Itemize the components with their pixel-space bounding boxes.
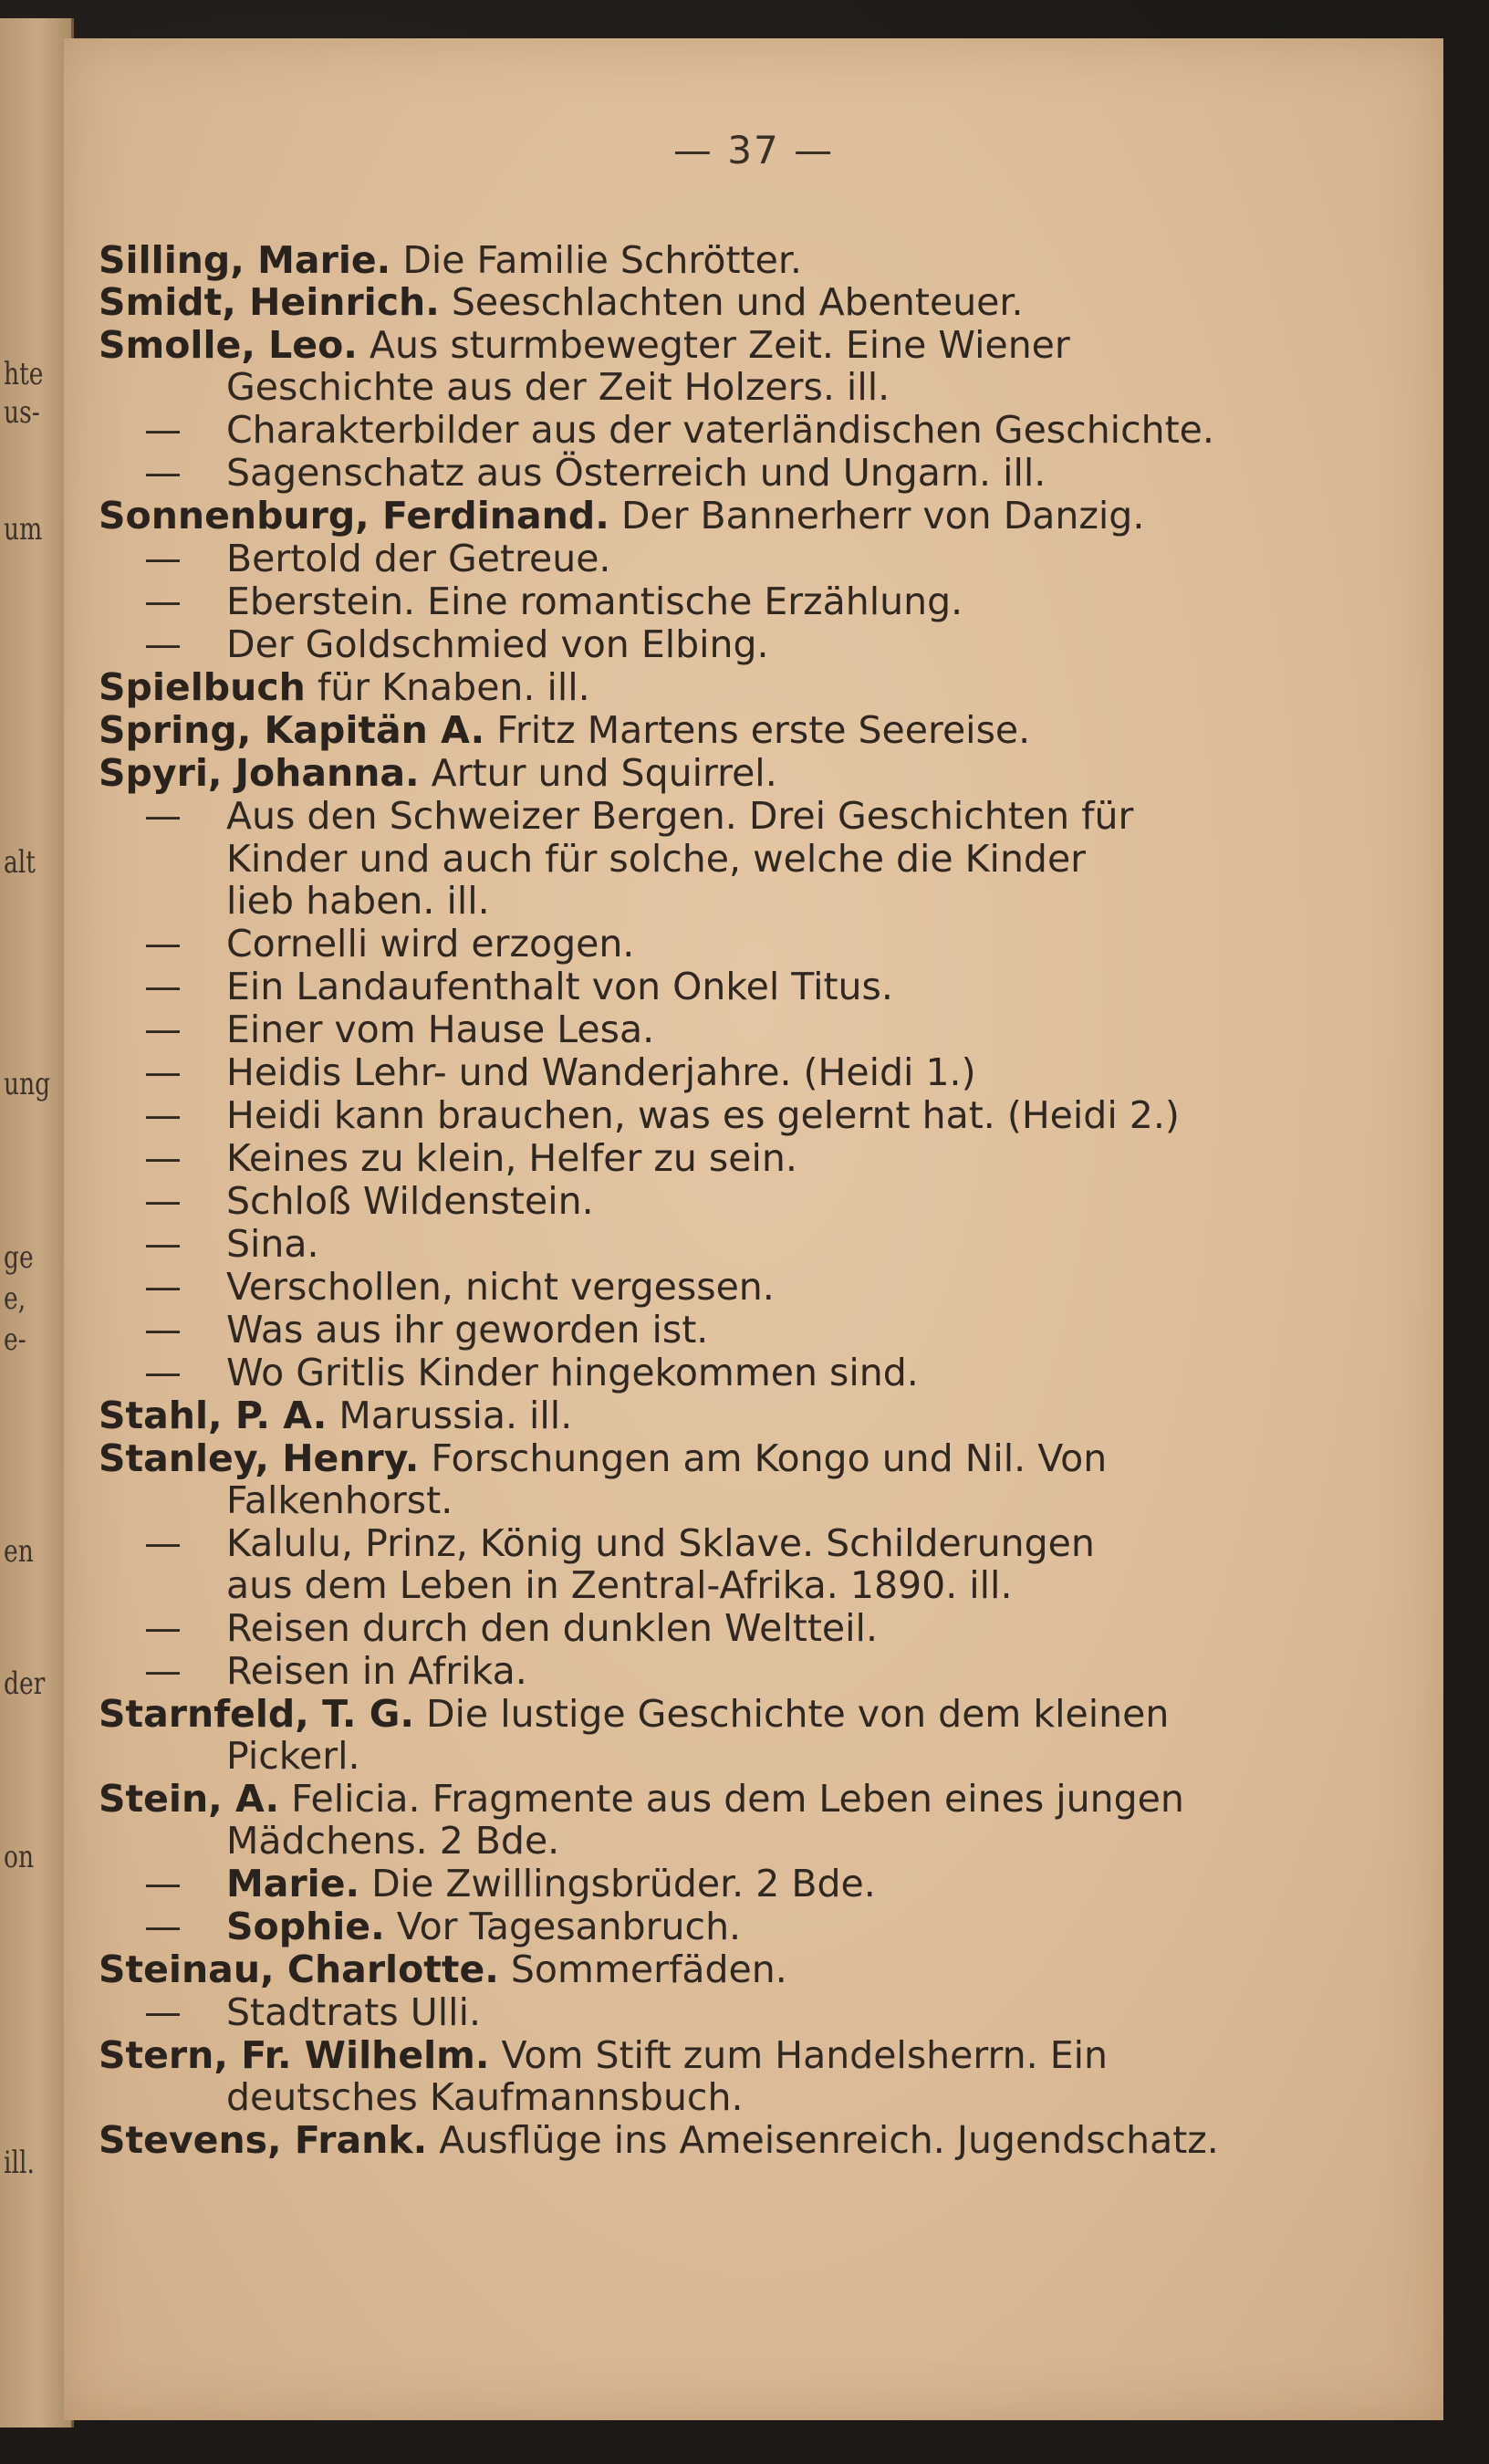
entry-title: Sina. xyxy=(226,1222,319,1266)
entry-title: Schloß Wildenstein. xyxy=(226,1179,594,1223)
ditto-dash: — xyxy=(144,451,182,495)
entry-title: Keines zu klein, Helfer zu sein. xyxy=(226,1136,797,1180)
entry-title: Verschollen, nicht vergessen. xyxy=(226,1265,775,1309)
entry-continuation: Geschichte aus der Zeit Holzers. ill. xyxy=(226,365,890,409)
entry-continuation: lieb haben. ill. xyxy=(226,879,490,923)
prev-page-fragment: on xyxy=(4,1839,35,1875)
entry-title: Artur und Squirrel. xyxy=(431,751,777,795)
catalog-entry xyxy=(144,580,963,622)
ditto-dash: — xyxy=(144,965,182,1008)
entry-author: Starnfeld, T. G. xyxy=(99,1692,414,1736)
prev-page-fragment: en xyxy=(4,1533,34,1570)
entry-title: Der Bannerherr von Danzig. xyxy=(620,494,1145,538)
catalog-entry xyxy=(99,1948,787,1990)
prev-page-fragment: ung xyxy=(4,1066,51,1102)
catalog-entry xyxy=(144,1352,919,1394)
entry-title: Der Goldschmied von Elbing. xyxy=(226,622,769,666)
catalog-entry xyxy=(144,795,1133,837)
entry-title: Vor Tagesanbruch. xyxy=(396,1905,742,1948)
prev-page-fragment: um xyxy=(4,511,43,548)
catalog-entry xyxy=(99,1394,572,1436)
catalog-entry xyxy=(99,1693,1169,1735)
entry-title: Eberstein. Eine romantische Erzählung. xyxy=(226,579,963,623)
entry-continuation: Mädchens. 2 Bde. xyxy=(226,1819,560,1863)
entry-title: für Knaben. ill. xyxy=(317,665,590,709)
entry-continuation: Kinder und auch für solche, welche die Kinder xyxy=(226,837,1087,881)
ditto-dash: — xyxy=(144,1093,182,1137)
entry-title: Die Zwillingsbrüder. 2 Bde. xyxy=(371,1862,876,1905)
prev-page-fragment: ge xyxy=(4,1239,34,1276)
catalog-entry xyxy=(144,1180,594,1222)
entry-title: Aus den Schweizer Bergen. Drei Geschichten für xyxy=(226,794,1134,838)
catalog-entry xyxy=(144,966,893,1008)
prev-page-fragment: e, xyxy=(4,1280,26,1317)
entry-title: Cornelli wird erzogen. xyxy=(226,922,635,966)
entry-title: Die Familie Schrötter. xyxy=(402,238,802,282)
entry-title: Bertold der Getreue. xyxy=(226,537,611,580)
entry-author: Steinau, Charlotte. xyxy=(99,1947,499,1991)
catalog-entry xyxy=(144,538,610,579)
ditto-dash: — xyxy=(144,579,182,623)
entry-title: Marussia. ill. xyxy=(338,1394,573,1437)
ditto-dash: — xyxy=(144,1265,182,1309)
ditto-dash: — xyxy=(144,537,182,580)
entry-title: Heidi kann brauchen, was es gelernt hat. (Heidi 2.) xyxy=(226,1093,1180,1137)
prev-page-fragment: hte xyxy=(4,356,44,392)
catalog-entry xyxy=(99,1778,1184,1820)
prev-page-fragment: us- xyxy=(4,394,40,431)
prev-page-fragment: e- xyxy=(4,1321,26,1358)
entry-author: Spyri, Johanna. xyxy=(99,751,420,795)
entry-title: Charakterbilder aus der vaterländischen Geschichte. xyxy=(226,408,1214,452)
entry-title: Kalulu, Prinz, König und Sklave. Schilderungen xyxy=(226,1521,1095,1565)
entry-author: Stahl, P. A. xyxy=(99,1394,328,1437)
entry-author: Sonnenburg, Ferdinand. xyxy=(99,494,609,538)
ditto-dash: — xyxy=(144,1308,182,1352)
entry-author: Stanley, Henry. xyxy=(99,1436,420,1480)
catalog-entry xyxy=(144,1607,878,1649)
entry-continuation: deutsches Kaufmannsbuch. xyxy=(226,2075,744,2119)
catalog-entry xyxy=(144,923,634,965)
entry-author: Marie. xyxy=(226,1862,360,1905)
entry-title: Ausflüge ins Ameisenreich. Jugendschatz. xyxy=(439,2118,1219,2162)
entry-continuation: Falkenhorst. xyxy=(226,1478,453,1522)
entry-title: Fritz Martens erste Seereise. xyxy=(496,708,1031,752)
entry-title: Felicia. Fragmente aus dem Leben eines jungen xyxy=(291,1777,1184,1821)
catalog-entry xyxy=(99,1437,1107,1479)
entry-title: Reisen durch den dunklen Weltteil. xyxy=(226,1606,878,1650)
catalog-entry xyxy=(144,452,1046,494)
entry-author: Stern, Fr. Wilhelm. xyxy=(99,2033,490,2077)
ditto-dash: — xyxy=(144,1136,182,1180)
entry-title: Stadtrats Ulli. xyxy=(226,1990,481,2034)
ditto-dash: — xyxy=(144,1521,182,1565)
catalog-entry xyxy=(144,1051,976,1093)
prev-page-fragment: der xyxy=(4,1665,46,1702)
ditto-dash: — xyxy=(144,1990,182,2034)
entry-author: Stevens, Frank. xyxy=(99,2118,428,2162)
ditto-dash: — xyxy=(144,1179,182,1223)
entry-author: Smidt, Heinrich. xyxy=(99,280,440,324)
ditto-dash: — xyxy=(144,1606,182,1650)
entry-title: Ein Landaufenthalt von Onkel Titus. xyxy=(226,965,893,1008)
ditto-dash: — xyxy=(144,922,182,966)
catalog-entry xyxy=(99,324,1070,366)
entry-title: Sommerfäden. xyxy=(510,1947,787,1991)
catalog-entry xyxy=(144,1991,481,2033)
entry-author: Stein, A. xyxy=(99,1777,280,1821)
entry-author: Smolle, Leo. xyxy=(99,323,358,367)
ditto-dash: — xyxy=(144,1649,182,1693)
catalog-entry xyxy=(144,1650,527,1692)
ditto-dash: — xyxy=(144,1905,182,1948)
entry-title: Vom Stift zum Handelsherrn. Ein xyxy=(501,2033,1108,2077)
entry-title: Was aus ihr geworden ist. xyxy=(226,1308,709,1352)
previous-page-edge xyxy=(0,18,74,2427)
entry-title: Seeschlachten und Abenteuer. xyxy=(451,280,1024,324)
entry-title: Sagenschatz aus Österreich und Ungarn. ill. xyxy=(226,451,1046,495)
catalog-entry xyxy=(144,623,769,665)
entry-title: Forschungen am Kongo und Nil. Von xyxy=(431,1436,1108,1480)
catalog-entry xyxy=(144,1008,654,1050)
catalog-entry xyxy=(99,495,1144,537)
catalog-entry xyxy=(99,752,777,794)
catalog-entry xyxy=(144,1309,708,1351)
catalog-entry xyxy=(99,709,1030,751)
catalog-entry xyxy=(99,2119,1219,2161)
ditto-dash: — xyxy=(144,1008,182,1051)
entry-title: Aus sturmbewegter Zeit. Eine Wiener xyxy=(369,323,1070,367)
entry-continuation: Pickerl. xyxy=(226,1734,360,1778)
ditto-dash: — xyxy=(144,1222,182,1266)
ditto-dash: — xyxy=(144,1862,182,1905)
catalog-entry xyxy=(144,1522,1095,1564)
catalog-entry xyxy=(144,1266,775,1308)
entry-continuation: aus dem Leben in Zentral-Afrika. 1890. ill. xyxy=(226,1563,1013,1607)
book-page xyxy=(64,38,1443,2420)
ditto-dash: — xyxy=(144,794,182,838)
catalog-entry xyxy=(144,1094,1180,1136)
entry-title: Wo Gritlis Kinder hingekommen sind. xyxy=(226,1351,919,1394)
entry-author: Spielbuch xyxy=(99,665,306,709)
ditto-dash: — xyxy=(144,1351,182,1394)
catalog-entry xyxy=(99,2034,1108,2076)
entry-author: Sophie. xyxy=(226,1905,385,1948)
prev-page-fragment: alt xyxy=(4,844,36,881)
catalog-entry xyxy=(99,239,802,281)
ditto-dash: — xyxy=(144,408,182,452)
entry-author: Spring, Kapitän A. xyxy=(99,708,485,752)
entry-author: Silling, Marie. xyxy=(99,238,391,282)
catalog-entry xyxy=(144,1137,797,1179)
catalog-entry xyxy=(144,1863,876,1905)
prev-page-fragment: ill. xyxy=(4,2145,35,2181)
catalog-entry xyxy=(144,409,1214,451)
entry-title: Einer vom Hause Lesa. xyxy=(226,1008,655,1051)
entry-title: Reisen in Afrika. xyxy=(226,1649,527,1693)
ditto-dash: — xyxy=(144,622,182,666)
catalog-entry xyxy=(99,666,590,708)
entry-title: Die lustige Geschichte von dem kleinen xyxy=(425,1692,1170,1736)
catalog-entry xyxy=(144,1905,741,1947)
catalog-entry xyxy=(144,1223,319,1265)
entry-title: Heidis Lehr- und Wanderjahre. (Heidi 1.) xyxy=(226,1050,976,1094)
catalog-entry xyxy=(99,281,1024,323)
page-number: — 37 — xyxy=(672,128,835,172)
ditto-dash: — xyxy=(144,1050,182,1094)
